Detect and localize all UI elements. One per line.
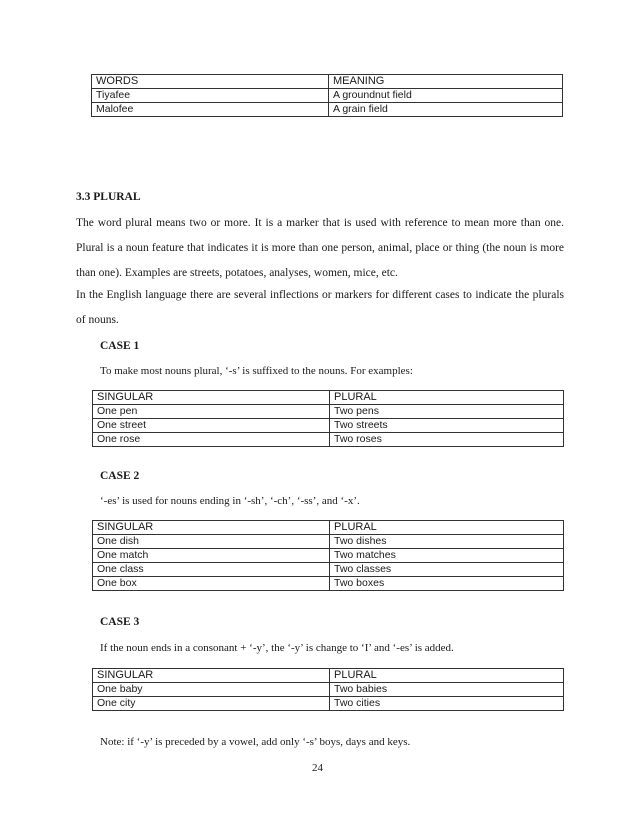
table-header-cell: PLURAL [330, 391, 564, 405]
table-cell: One street [93, 419, 330, 433]
table-header-cell: SINGULAR [93, 521, 330, 535]
table-header-cell: PLURAL [330, 521, 564, 535]
table-header-row [93, 521, 564, 535]
table-cell: A groundnut field [329, 89, 563, 103]
table-cell: One box [93, 577, 330, 591]
case-3-text: If the noun ends in a consonant + ‘-y’, the ‘-y’ is change to ‘I’ and ‘-es’ is added. [100, 642, 454, 654]
case-1-text: To make most nouns plural, ‘-s’ is suffixed to the nouns. For examples: [100, 365, 413, 377]
table-header-cell: WORDS [92, 75, 329, 89]
table-cell: One dish [93, 535, 330, 549]
table-cell: Tiyafee [92, 89, 329, 103]
case-1-title: CASE 1 [100, 340, 140, 352]
case-3-title: CASE 3 [100, 616, 140, 628]
table-cell: Two roses [330, 433, 564, 447]
table-cell: Two dishes [330, 535, 564, 549]
page-number: 24 [312, 762, 323, 774]
case-1-table [92, 390, 564, 447]
table-row [93, 433, 564, 447]
paragraph-plural-definition: The word plural means two or more. It is a marker that is used with reference to mean more than one. Plural is a noun feature that indicates it is more than one person, animal, place or thing (the noun is more than one). Examples are streets, potatoes, analyses, women, mice, etc. [76, 217, 564, 279]
table-header-row [93, 669, 564, 683]
table-cell: Two matches [330, 549, 564, 563]
section-heading: 3.3 PLURAL [76, 191, 141, 203]
table-row [93, 549, 564, 563]
table-header-row [93, 391, 564, 405]
table-cell: Two classes [330, 563, 564, 577]
table-cell: One match [93, 549, 330, 563]
table-row [93, 563, 564, 577]
table-header-cell: PLURAL [330, 669, 564, 683]
table-cell: A grain field [329, 103, 563, 117]
case-2-table [92, 520, 564, 591]
table-cell: Two streets [330, 419, 564, 433]
case-3-table [92, 668, 564, 711]
table-row [93, 697, 564, 711]
table-row [92, 103, 563, 117]
table-row [93, 419, 564, 433]
table-cell: Two cities [330, 697, 564, 711]
table-cell: One city [93, 697, 330, 711]
table-cell: Two babies [330, 683, 564, 697]
table-cell: Two pens [330, 405, 564, 419]
case-2-text: ‘-es’ is used for nouns ending in ‘-sh’, ‘-ch’, ‘-ss’, and ‘-x’. [100, 495, 360, 507]
table-row [93, 683, 564, 697]
table-cell: Malofee [92, 103, 329, 117]
table-cell: One rose [93, 433, 330, 447]
table-cell: One baby [93, 683, 330, 697]
words-table [91, 74, 563, 117]
table-header-cell: MEANING [329, 75, 563, 89]
table-header-cell: SINGULAR [93, 391, 330, 405]
table-header-cell: SINGULAR [93, 669, 330, 683]
table-row [92, 89, 563, 103]
paragraph-inflections: In the English language there are several inflections or markers for different cases to indicate the plurals of nouns. [76, 289, 564, 326]
table-row [93, 405, 564, 419]
table-cell: One class [93, 563, 330, 577]
case-2-title: CASE 2 [100, 470, 140, 482]
table-cell: Two boxes [330, 577, 564, 591]
table-cell: One pen [93, 405, 330, 419]
table-header-row [92, 75, 563, 89]
table-row [93, 535, 564, 549]
note-text: Note: if ‘-y’ is preceded by a vowel, add only ‘-s’ boys, days and keys. [100, 736, 411, 748]
table-row [93, 577, 564, 591]
